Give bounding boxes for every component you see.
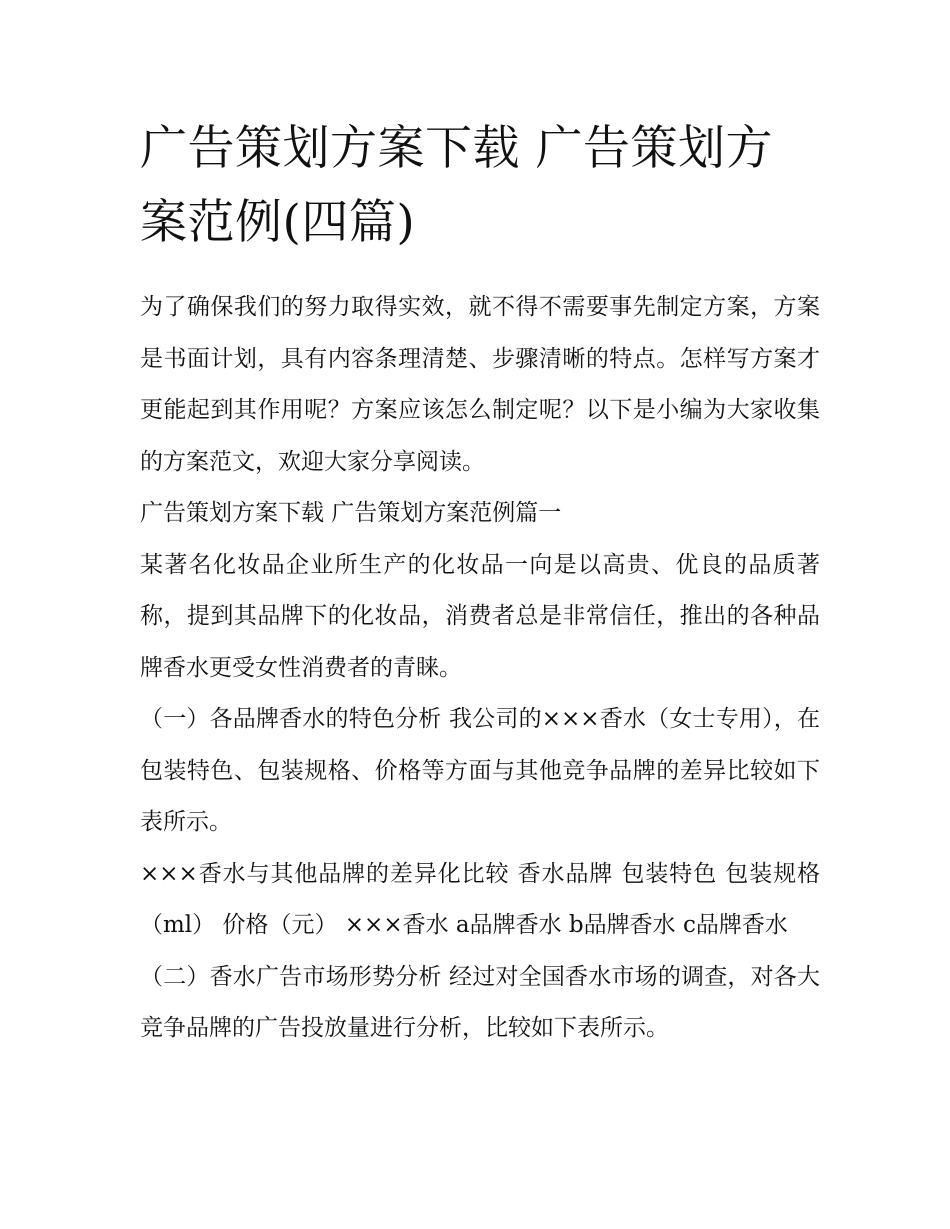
document-title: 广告策划方案下载 广告策划方案范例(四篇): [140, 121, 773, 250]
body-paragraph: （一）各品牌香水的特色分析 我公司的×××香水（女士专用），在包装特色、包装规格、价格等方面与其他竞争品牌的差异比较如下表所示。: [140, 706, 820, 835]
intro-paragraph: 为了确保我们的努力取得实效，就不得不需要事先制定方案，方案是书面计划，具有内容条理清楚、步骤清晰的特点。怎样写方案才更能起到其作用呢？方案应该怎么制定呢？以下是小编为大家收集的方案范文，欢迎大家分享阅读。: [140, 294, 820, 475]
body-paragraph: ×××香水与其他品牌的差异化比较 香水品牌 包装特色 包装规格（ml） 价格（元） ×××香水 a品牌香水 b品牌香水 c品牌香水: [140, 860, 820, 938]
body-paragraph: 某著名化妆品企业所生产的化妆品一向是以高贵、优良的品质著称，提到其品牌下的化妆品，消费者总是非常信任，推出的各种品牌香水更受女性消费者的青睐。: [140, 551, 820, 681]
body-paragraph: （二）香水广告市场形势分析 经过对全国香水市场的调查，对各大竞争品牌的广告投放量进行分析，比较如下表所示。: [140, 963, 820, 1041]
document-page: [140, 112, 820, 1055]
section-heading: 广告策划方案下载 广告策划方案范例篇一: [140, 500, 562, 526]
